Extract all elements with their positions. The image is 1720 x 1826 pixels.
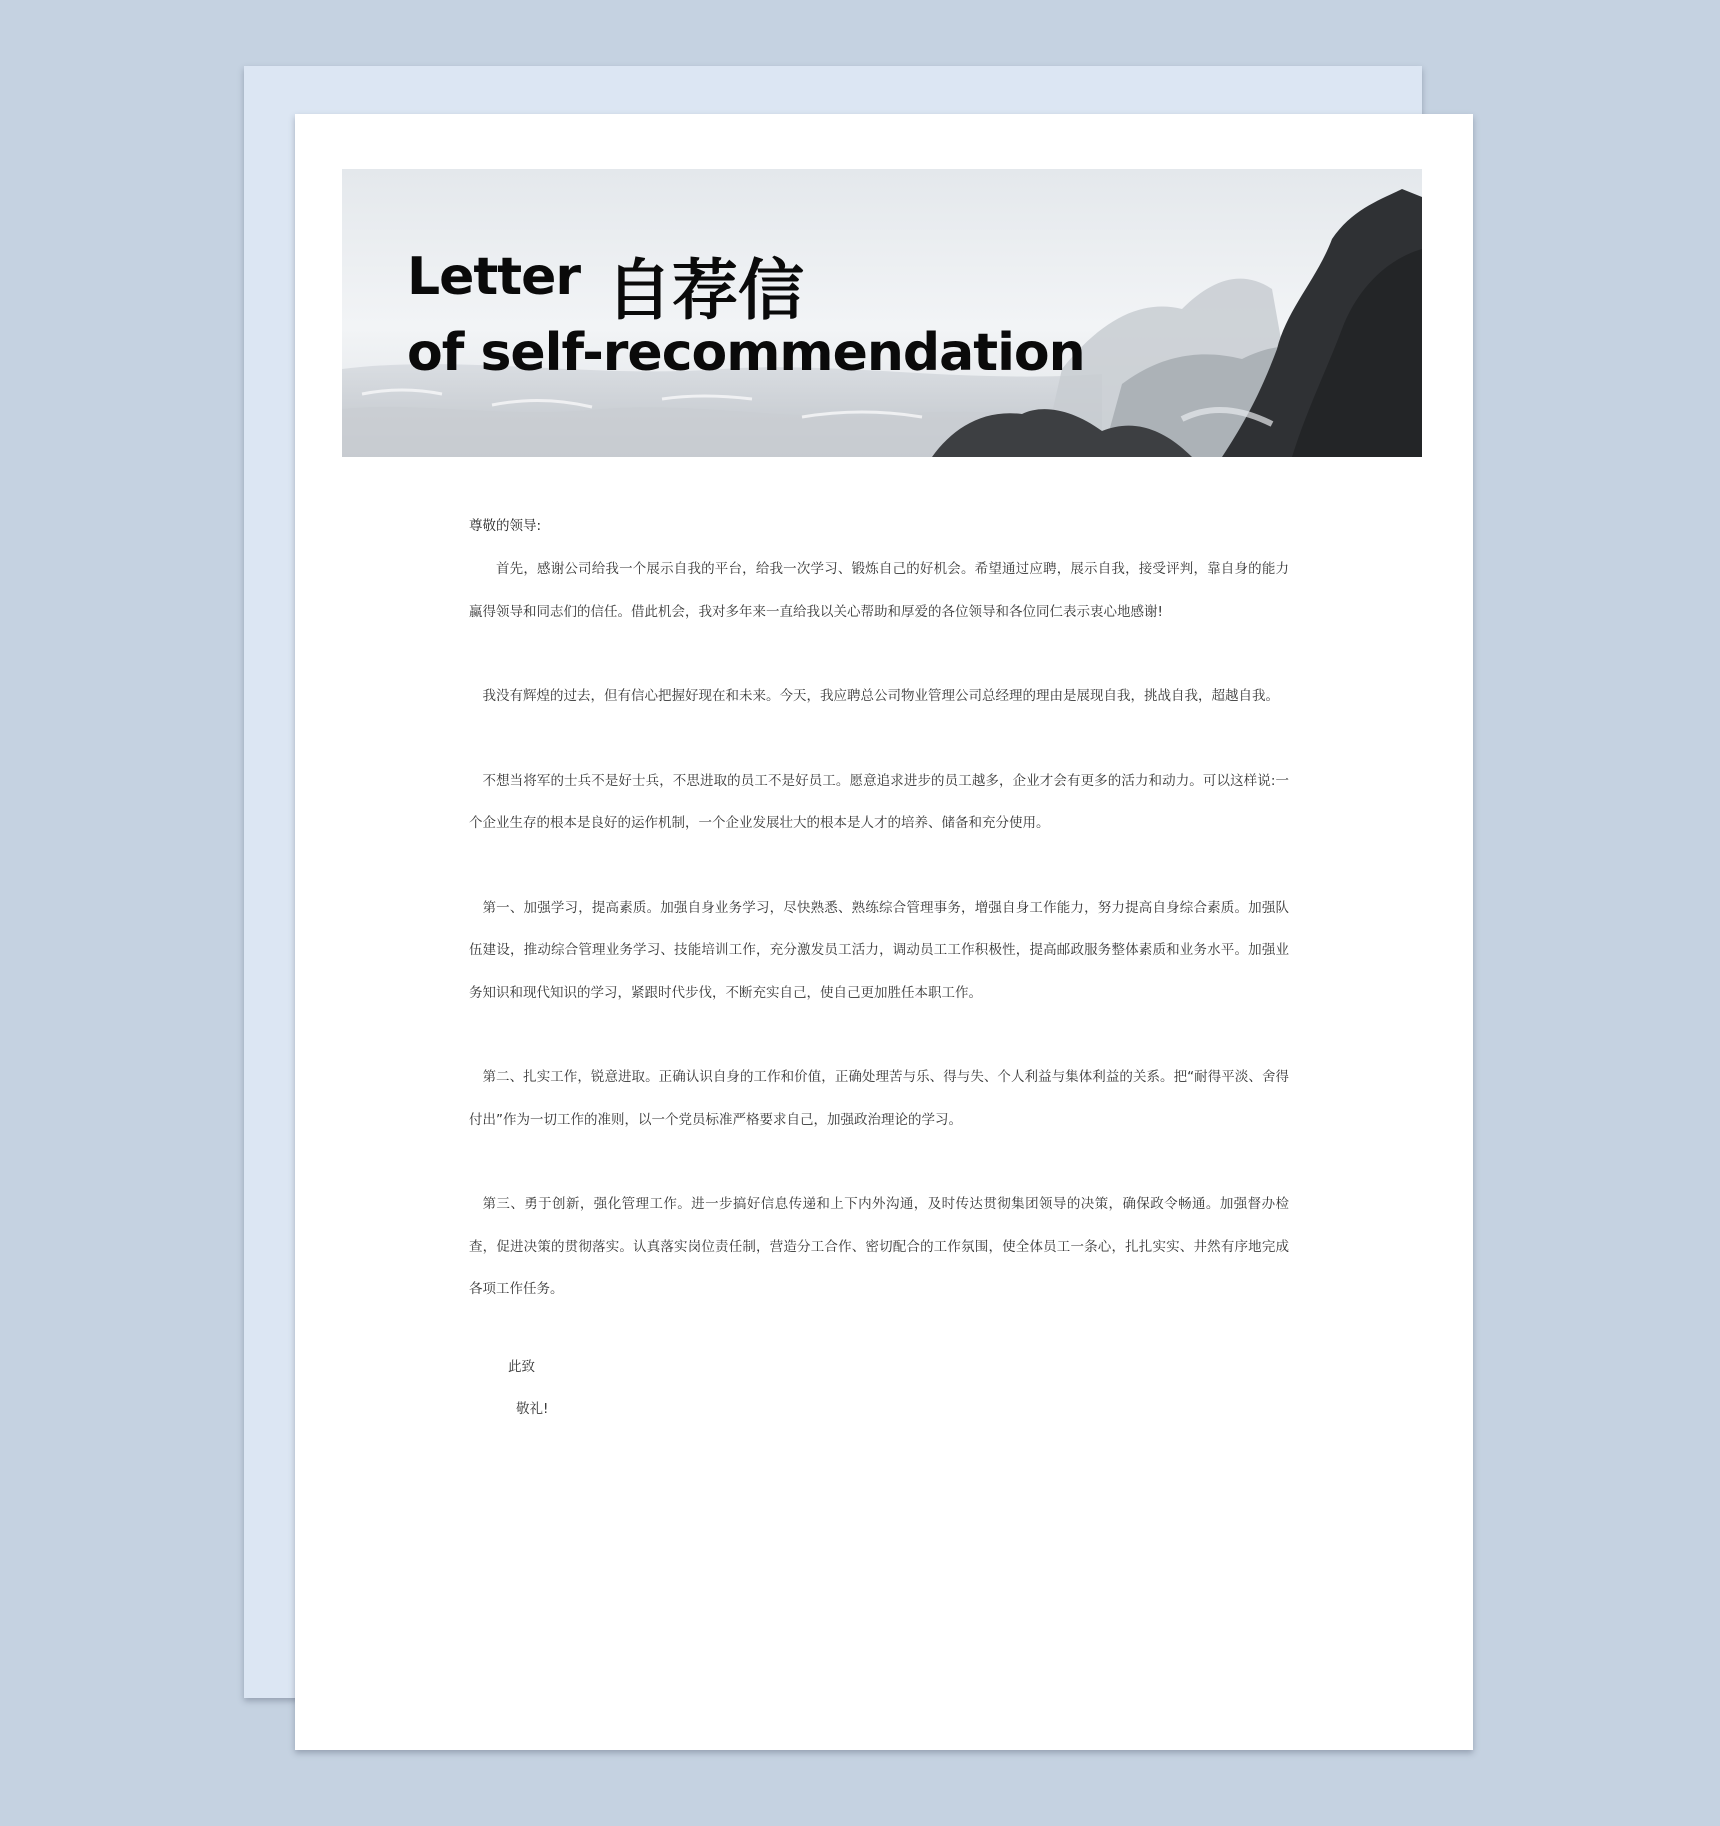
letter-paragraph: 第三、勇于创新，强化管理工作。进一步搞好信息传递和上下内外沟通，及时传达贯彻集团领导的决策，确保政令畅通。加强督办检查，促进决策的贯彻落实。认真落实岗位责任制，营造分工合作、密切配合的工作氛围，使全体员工一条心，扎扎实实、井然有序地完成各项工作任务。 xyxy=(469,1196,1289,1297)
letter-paragraph: 我没有辉煌的过去，但有信心把握好现在和未来。今天，我应聘总公司物业管理公司总经理的理由是展现自我，挑战自我，超越自我。 xyxy=(482,688,1279,704)
letter-body xyxy=(469,508,1289,1353)
letter-paragraph: 不想当将军的士兵不是好士兵，不思进取的员工不是好员工。愿意追求进步的员工越多，企业才会有更多的活力和动力。可以这样说:一个企业生存的根本是良好的运作机制，一个企业发展壮大的根本是人才的培养、储备和充分使用。 xyxy=(469,772,1289,831)
letter-salutation: 尊敬的领导: xyxy=(469,518,542,534)
letter-closing-line2: 敬礼! xyxy=(516,1401,549,1417)
landscape-banner-image xyxy=(342,169,1422,457)
title-english-line1: Letter xyxy=(407,247,581,307)
letter-closing-line1: 此致 xyxy=(508,1359,535,1375)
letter-paragraph: 首先，感谢公司给我一个展示自我的平台，给我一次学习、锻炼自己的好机会。希望通过应聘，展示自我，接受评判，靠自身的能力赢得领导和同志们的信任。借此机会，我对多年来一直给我以关心帮助和厚爱的各位领导和各位同仁表示衷心地感谢! xyxy=(469,561,1289,620)
title-chinese: 自荐信 xyxy=(606,252,804,329)
document-page xyxy=(295,114,1473,1750)
letter-paragraph: 第二、扎实工作，锐意进取。正确认识自身的工作和价值，正确处理苦与乐、得与失、个人利益与集体利益的关系。把“耐得平淡、舍得付出”作为一切工作的准则，以一个党员标准严格要求自己，加强政治理论的学习。 xyxy=(469,1069,1289,1128)
letter-paragraph: 第一、加强学习，提高素质。加强自身业务学习，尽快熟悉、熟练综合管理事务，增强自身工作能力，努力提高自身综合素质。加强队伍建设，推动综合管理业务学习、技能培训工作，充分激发员工活力，调动员工工作积极性，提高邮政服务整体素质和业务水平。加强业务知识和现代知识的学习，紧跟时代步伐，不断充实自己，使自己更加胜任本职工作。 xyxy=(469,899,1289,1001)
title-english-line2: of self-recommendation xyxy=(407,323,1085,383)
header-banner xyxy=(342,169,1422,457)
